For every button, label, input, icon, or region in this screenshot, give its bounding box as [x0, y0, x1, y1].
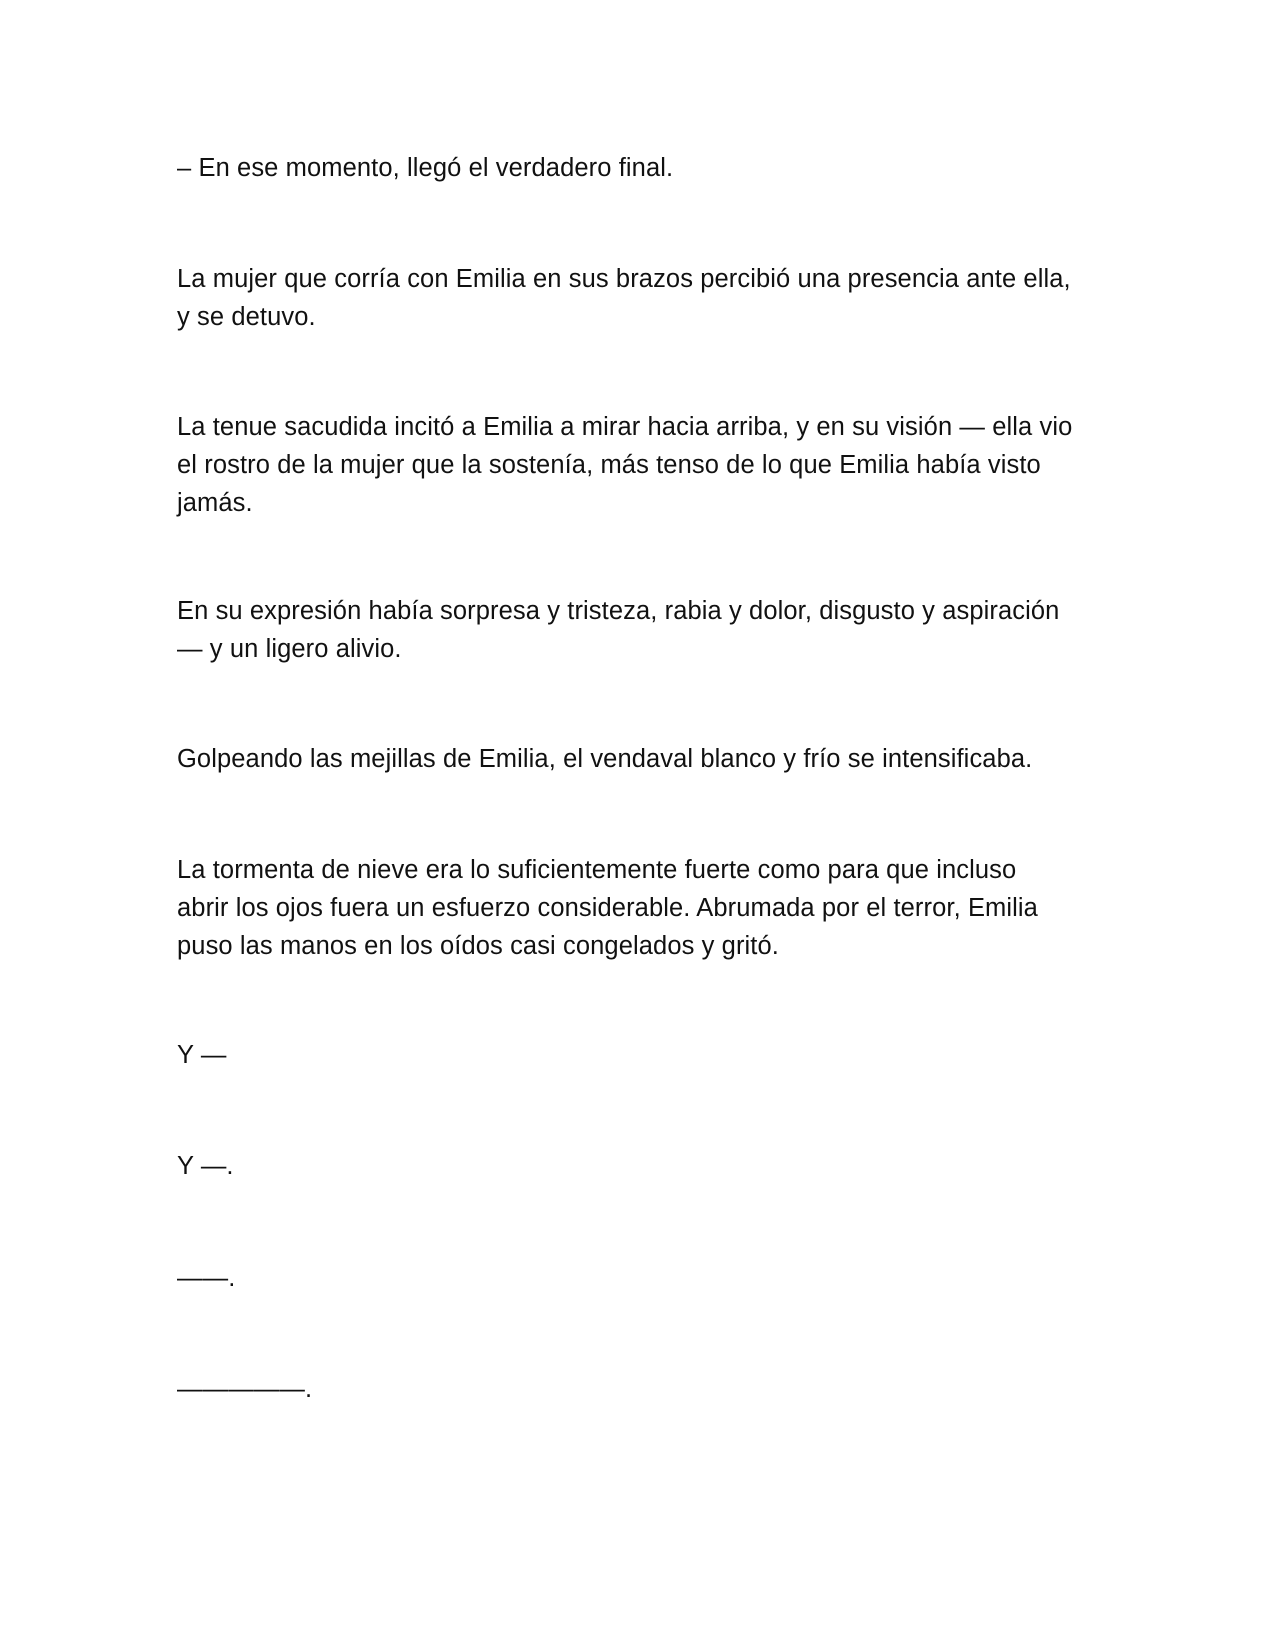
paragraph-5: [177, 740, 1107, 778]
paragraph-2: [177, 260, 1107, 336]
paragraph-line: y se detuvo.: [177, 303, 316, 331]
paragraph-line: Y —.: [177, 1152, 234, 1180]
paragraph-7: [177, 1036, 1107, 1074]
paragraph-line: jamás.: [177, 489, 253, 517]
paragraph-3: [177, 408, 1107, 522]
paragraph-10: [177, 1370, 1107, 1408]
paragraph-6: [177, 851, 1107, 965]
paragraph-4: [177, 592, 1107, 668]
paragraph-1: [177, 149, 1107, 187]
paragraph-line: Y —: [177, 1041, 227, 1069]
paragraph-8: [177, 1147, 1107, 1185]
paragraph-line: – En ese momento, llegó el verdadero final.: [177, 154, 674, 182]
paragraph-line: —————.: [177, 1375, 313, 1403]
paragraph-line: — y un ligero alivio.: [177, 635, 402, 663]
paragraph-line: La mujer que corría con Emilia en sus brazos percibió una presencia ante ella,: [177, 265, 1071, 293]
paragraph-line: abrir los ojos fuera un esfuerzo considerable. Abrumada por el terror, Emilia: [177, 894, 1038, 922]
paragraph-line: La tenue sacudida incitó a Emilia a mirar hacia arriba, y en su visión — ella vio: [177, 413, 1073, 441]
paragraph-line: La tormenta de nieve era lo suficientemente fuerte como para que incluso: [177, 856, 1017, 884]
paragraph-line: Golpeando las mejillas de Emilia, el vendaval blanco y frío se intensificaba.: [177, 745, 1033, 773]
paragraph-9: [177, 1259, 1107, 1297]
paragraph-line: En su expresión había sorpresa y tristeza, rabia y dolor, disgusto y aspiración: [177, 597, 1060, 625]
paragraph-line: el rostro de la mujer que la sostenía, más tenso de lo que Emilia había visto: [177, 451, 1041, 479]
paragraph-line: ——.: [177, 1264, 236, 1292]
paragraph-line: puso las manos en los oídos casi congelados y gritó.: [177, 932, 779, 960]
